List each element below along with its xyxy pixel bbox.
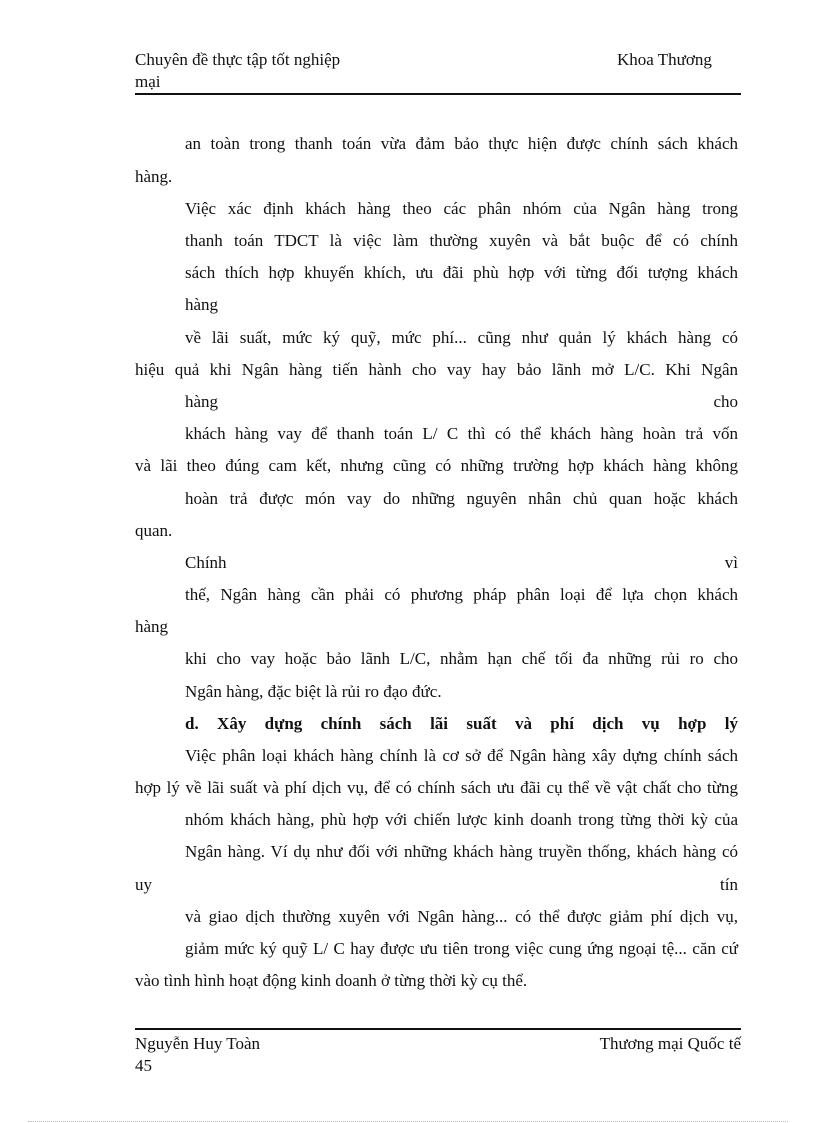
text-line: hoàn trả được món vay do những nguyên nhân chủ quan hoặc khách <box>185 489 738 508</box>
text-line: sách thích hợp khuyến khích, ưu đãi phù hợp với từng đối tượng khách <box>185 263 738 282</box>
header-title: Chuyên đề thực tập tốt nghiệp <box>135 50 341 69</box>
text-line: Việc phân loại khách hàng chính là cơ sở để Ngân hàng xây dựng chính sách <box>185 746 738 765</box>
text-line: thế, Ngân hàng cần phải có phương pháp phân loại để lựa chọn khách <box>185 585 738 604</box>
text-line: Ngân hàng. Ví dụ như đối với những khách hàng truyền thống, khách hàng có <box>185 842 738 861</box>
header-title-continued: mại <box>135 72 161 91</box>
header-rule <box>135 93 741 95</box>
text-line: Việc xác định khách hàng theo các phân nhóm của Ngân hàng trong <box>185 199 738 218</box>
page-number: 45 <box>135 1056 152 1075</box>
text-line: hàng <box>185 295 219 314</box>
text-line: giảm mức ký quỹ L/ C hay được ưu tiên trong việc cung ứng ngoại tệ... căn cứ <box>185 939 738 958</box>
header-faculty: Khoa Thương <box>617 50 712 69</box>
text-line: Chính <box>185 553 227 572</box>
footer-rule <box>135 1028 741 1030</box>
text-line: và lãi theo đúng cam kết, nhưng cũng có những trường hợp khách hàng không <box>135 456 738 475</box>
section-heading: d. Xây dựng chính sách lãi suất và phí dịch vụ hợp lý <box>185 714 738 733</box>
text-line: khách hàng vay để thanh toán L/ C thì có thể khách hàng hoàn trả vốn <box>185 424 738 443</box>
text-line: nhóm khách hàng, phù hợp với chiến lược kinh doanh trong từng thời kỳ của <box>185 810 738 829</box>
text-line: an toàn trong thanh toán vừa đảm bảo thực hiện được chính sách khách <box>185 134 738 153</box>
text-line: vào tình hình hoạt động kinh doanh ở từng thời kỳ cụ thể. <box>135 971 528 990</box>
text-line: hàng <box>135 617 169 636</box>
text-line: uy <box>135 875 152 894</box>
text-line: vì <box>724 553 738 572</box>
text-line: hàng. <box>135 167 173 186</box>
text-line: hàng <box>185 392 219 411</box>
text-line: cho <box>713 392 738 411</box>
text-line: hợp lý về lãi suất và phí dịch vụ, để có chính sách ưu đãi cụ thể về vật chất cho từng <box>135 778 738 797</box>
footer-department: Thương mại Quốc tế <box>599 1034 741 1053</box>
text-line: quan. <box>135 521 173 540</box>
text-line: Ngân hàng, đặc biệt là rủi ro đạo đức. <box>185 682 442 701</box>
text-line: tín <box>720 875 738 894</box>
footer-author: Nguyễn Huy Toàn <box>135 1034 261 1053</box>
text-line: hiệu quả khi Ngân hàng tiến hành cho vay hay bảo lãnh mở L/C. Khi Ngân <box>135 360 738 379</box>
text-line: thanh toán TDCT là việc làm thường xuyên và bắt buộc để có chính <box>185 231 738 250</box>
text-line: khi cho vay hoặc bảo lãnh L/C, nhằm hạn chế tối đa những rủi ro cho <box>185 649 738 668</box>
text-line: và giao dịch thường xuyên với Ngân hàng... có thể được giảm phí dịch vụ, <box>185 907 738 926</box>
page-edge-dotted-line <box>28 1121 788 1122</box>
text-line: về lãi suất, mức ký quỹ, mức phí... cũng như quản lý khách hàng có <box>185 328 738 347</box>
